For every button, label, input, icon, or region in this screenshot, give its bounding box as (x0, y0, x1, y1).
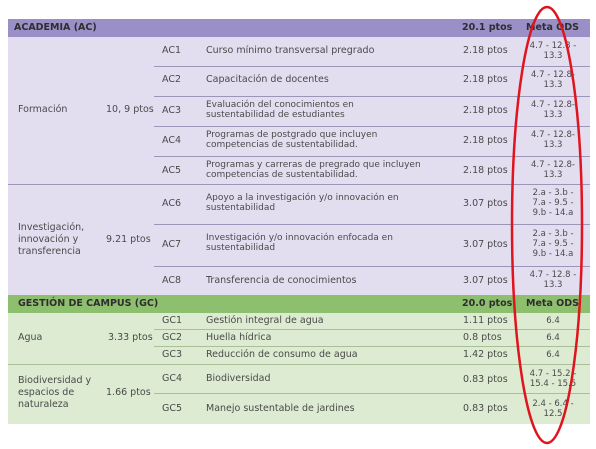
meta-line: 6.4 (546, 333, 560, 343)
row-description: Capacitación de docentes (206, 74, 329, 85)
description-line: competencias de sustentabilidad. (206, 170, 358, 180)
row-meta-ods (524, 333, 582, 343)
table-row (8, 157, 590, 184)
row-code: GC4 (162, 373, 183, 384)
row-meta-ods (524, 350, 582, 360)
meta-ods-header: Meta ODS (526, 298, 579, 309)
meta-line: 4.7 - 12.8- (531, 160, 575, 170)
meta-line: 2.a - 3.b - (532, 188, 574, 198)
row-description: Reducción de consumo de agua (206, 349, 358, 360)
table-row (8, 330, 590, 346)
row-description: Transferencia de conocimientos (206, 275, 357, 286)
table-row (8, 365, 590, 393)
row-meta-ods (524, 316, 582, 326)
row-meta-ods (524, 130, 582, 150)
meta-line: 6.4 (546, 316, 560, 326)
meta-line: 13.3 (543, 170, 563, 180)
table-row (8, 37, 590, 66)
row-meta-ods (524, 70, 582, 90)
row-description: Huella hídrica (206, 332, 272, 343)
row-code: AC4 (162, 135, 182, 146)
meta-line: 7.a - 9.5 - (532, 239, 574, 249)
section-header-gestion-campus (8, 295, 590, 313)
meta-line: 13.3 (543, 280, 563, 290)
row-meta-ods (524, 369, 582, 389)
description-line: Apoyo a la investigación y/o innovación en (206, 193, 399, 203)
meta-line: 4.7 - 15.2 - (529, 369, 577, 379)
table-row (8, 313, 590, 329)
meta-line: 9.b - 14.a (532, 249, 574, 259)
group-name-line: naturaleza (18, 399, 69, 410)
meta-line: 2.4 - 6.4 - (532, 399, 574, 409)
section-points: 20.0 ptos (462, 298, 513, 309)
row-meta-ods (524, 41, 582, 61)
row-code: GC5 (162, 403, 183, 414)
description-line: Programas y carreras de pregrado que incluyen (206, 160, 421, 170)
row-description: Biodiversidad (206, 373, 271, 384)
meta-line: 4.7 - 12.8 - (529, 41, 577, 51)
group-points-agua: 3.33 ptos (108, 332, 153, 343)
row-code: GC1 (162, 315, 183, 326)
row-meta-ods (524, 229, 582, 259)
row-meta-ods (524, 100, 582, 120)
row-description (206, 100, 354, 120)
section-title: GESTIÓN DE CAMPUS (GC) (18, 298, 159, 309)
row-code: GC3 (162, 349, 183, 360)
group-name-line: espacios de (18, 387, 75, 398)
group-points-biodiversidad: 1.66 ptos (106, 387, 151, 398)
group-name-line: innovación y (18, 234, 79, 245)
description-line: sustentabilidad de estudiantes (206, 110, 345, 120)
meta-ods-header: Meta ODS (526, 22, 579, 33)
group-name-line: Biodiversidad y (18, 375, 92, 386)
row-points: 0.83 ptos (463, 374, 508, 385)
row-description: Manejo sustentable de jardines (206, 403, 355, 414)
row-points: 2.18 ptos (463, 45, 508, 56)
row-meta-ods (524, 270, 582, 290)
row-code: AC7 (162, 239, 182, 250)
row-code: GC2 (162, 332, 183, 343)
description-line: sustentabilidad (206, 203, 276, 213)
meta-line: 7.a - 9.5 - (532, 198, 574, 208)
description-line: competencias de sustentabilidad. (206, 140, 358, 150)
row-points: 2.18 ptos (463, 135, 508, 146)
description-line: sustentabilidad (206, 243, 276, 253)
table-row (8, 267, 590, 295)
row-meta-ods (524, 399, 582, 419)
row-points: 3.07 ptos (463, 198, 508, 209)
row-points: 1.11 ptos (463, 315, 508, 326)
group-points-formacion: 10, 9 ptos (106, 104, 154, 115)
meta-line: 4.7 - 12.8- (531, 130, 575, 140)
table-row (8, 67, 590, 96)
meta-line: 9.b - 14.a (532, 208, 574, 218)
meta-line: 13.3 (543, 110, 563, 120)
row-points: 2.18 ptos (463, 74, 508, 85)
group-name-formacion: Formación (18, 104, 68, 115)
meta-line: 12.5 (543, 409, 563, 419)
row-description: Gestión integral de agua (206, 315, 324, 326)
row-code: AC2 (162, 74, 182, 85)
table-row (8, 127, 590, 156)
row-description (206, 160, 421, 180)
row-meta-ods (524, 188, 582, 218)
table-row (8, 185, 590, 222)
meta-line: 15.4 - 15.5 (529, 379, 577, 389)
row-points: 3.07 ptos (463, 275, 508, 286)
group-name-line: Investigación, (18, 222, 85, 233)
row-points: 2.18 ptos (463, 105, 508, 116)
row-description: Curso mínimo transversal pregrado (206, 45, 375, 56)
section-points: 20.1 ptos (462, 22, 513, 33)
row-points: 3.07 ptos (463, 239, 508, 250)
meta-line: 13.3 (543, 140, 563, 150)
table-row (8, 347, 590, 363)
row-points: 0.83 ptos (463, 403, 508, 414)
row-code: AC6 (162, 198, 182, 209)
table-row (8, 225, 590, 265)
meta-line: 6.4 (546, 350, 560, 360)
section-header-academia (8, 19, 590, 37)
row-description (206, 193, 399, 213)
row-points: 2.18 ptos (463, 165, 508, 176)
section-title: ACADEMIA (AC) (14, 22, 97, 33)
meta-line: 13.3 (543, 51, 563, 61)
row-description (206, 233, 393, 253)
description-line: Evaluación del conocimientos en (206, 100, 354, 110)
meta-line: 2.a - 3.b - (532, 229, 574, 239)
row-code: AC5 (162, 165, 182, 176)
table-row (8, 97, 590, 126)
meta-line: 13.3 (543, 80, 563, 90)
group-name-line: transferencia (18, 246, 81, 257)
meta-line: 4.7 - 12.8- (531, 70, 575, 80)
table-row (8, 394, 590, 424)
meta-line: 4.7 - 12.8- (531, 100, 575, 110)
group-points-investigacion: 9.21 ptos (106, 234, 151, 245)
row-points: 0.8 ptos (463, 332, 502, 343)
row-points: 1.42 ptos (463, 349, 508, 360)
row-code: AC3 (162, 105, 182, 116)
row-description (206, 130, 377, 150)
row-meta-ods (524, 160, 582, 180)
group-name-agua: Agua (18, 332, 43, 343)
description-line: Programas de postgrado que incluyen (206, 130, 378, 140)
row-code: AC8 (162, 275, 182, 286)
row-code: AC1 (162, 45, 182, 56)
description-line: Investigación y/o innovación enfocada en (206, 233, 393, 243)
meta-line: 4.7 - 12.8 - (529, 270, 577, 280)
